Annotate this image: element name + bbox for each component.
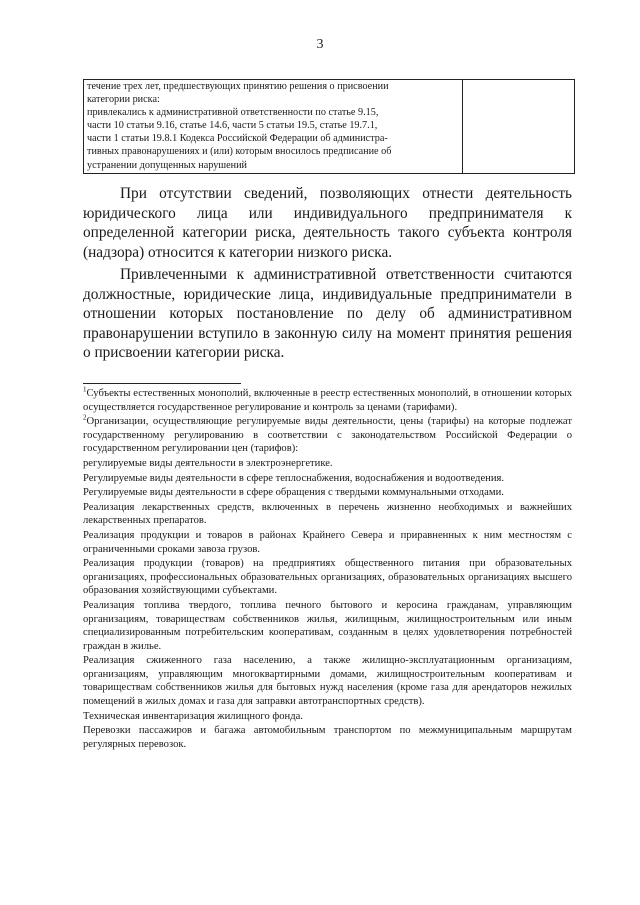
risk-category-table: [83, 79, 575, 174]
footnote-item: Перевозки пассажиров и багажа автомобильным транспортом по межмуниципальным маршрутам регулярных перевозок.: [83, 725, 572, 750]
footnote-item: Регулируемые виды деятельности в сфере обращения с твердыми коммунальными отходами.: [83, 487, 504, 499]
table-cell-line: устранении допущенных нарушений: [87, 159, 248, 171]
footnote-1: [83, 387, 572, 414]
table-cell-line: течение трех лет, предшествующих принятию решения о присвоении: [87, 81, 389, 92]
footnote-item: Реализация топлива твердого, топлива печного бытового и керосина гражданам, управляющим организациям, товариществам собственников жилья, жилищным, жилищностроительным или иным специализированным потребительским кооперативам, созданным в целях удовлетворения потребностей граждан в жилье.: [83, 599, 572, 652]
table-cell-line: части 10 статьи 9.16, статье 14.6, части 5 статьи 19.5, статье 19.7.1,: [87, 120, 378, 132]
footnote-item: Регулируемые виды деятельности в сфере теплоснабжения, водоснабжения и водоотведения.: [83, 472, 505, 484]
table-cell-line: категории риска:: [87, 94, 160, 106]
table-row: [84, 80, 575, 174]
table-cell-category: [463, 80, 575, 174]
footnote-item: Реализация сжиженного газа населению, а также жилищно-эксплуатационным организациям, организациям, управляющим многоквартирными домами, жилищностроительным кооперативам и товариществам собственников жилья для бытовых нужд населения (кроме газа для арендаторов нежилых помещений в жилых домах и газа для заправки автотранспортных средств).: [83, 655, 572, 708]
footnote-divider: [83, 383, 241, 384]
table-cell-line: привлекались к административной ответственности по статье 9.15,: [87, 107, 379, 119]
page-number: 3: [316, 37, 324, 52]
footnote-text: Субъекты естественных монополий, включенные в реестр естественных монополий, в отношении которых осуществляется государственное регулирование и контроль за ценами (тарифами).: [83, 388, 572, 413]
footnote-marker: 2: [83, 413, 87, 422]
body-text: [83, 184, 572, 363]
footnote-item: Реализация продукции (товаров) на предприятиях общественного питания при образовательных организациях, профессиональных образовательных организациях, образовательных организациях высшего образования хозяйствующими субъектами.: [83, 558, 572, 597]
footnote-item: Техническая инвентаризация жилищного фонда.: [83, 710, 303, 722]
footnote-marker: 1: [83, 385, 87, 394]
footnote-item: регулируемые виды деятельности в электроэнергетике.: [83, 457, 333, 469]
footnotes: [83, 387, 572, 752]
table-cell-line: тивных правонарушениях и (или) которым вносилось предписание об: [87, 146, 392, 158]
body-paragraph: Привлеченными к административной ответственности считаются должностные, юридические лица, индивидуальные предприниматели в отношении которых постановление по делу об административном правонарушении вступило в законную силу на момент принятия решения о присвоении категории риска.: [83, 266, 572, 361]
footnote-item: Реализация лекарственных средств, включенных в перечень жизненно необходимых и важнейших лекарственных препаратов.: [83, 501, 572, 527]
body-paragraph: При отсутствии сведений, позволяющих отнести деятельность юридического лица или индивидуального предпринимателя к определенной категории риска, деятельность такого субъекта контроля (надзора) относится к категории низкого риска.: [83, 185, 572, 261]
table-cell-criteria: [84, 80, 463, 174]
footnote-text: Организации, осуществляющие регулируемые виды деятельности, цены (тарифы) на которые подлежат государственному регулированию в соответствии с законодательством Российской Федерации о государственном регулировании цен (тарифов):: [83, 416, 572, 455]
footnote-item: Реализация продукции и товаров в районах Крайнего Севера и приравненных к ним местностям с ограниченными сроками завоза грузов.: [83, 529, 572, 555]
table-cell-line: части 1 статьи 19.8.1 Кодекса Российской Федерации об администра-: [87, 133, 388, 145]
footnote-2: [83, 415, 572, 456]
